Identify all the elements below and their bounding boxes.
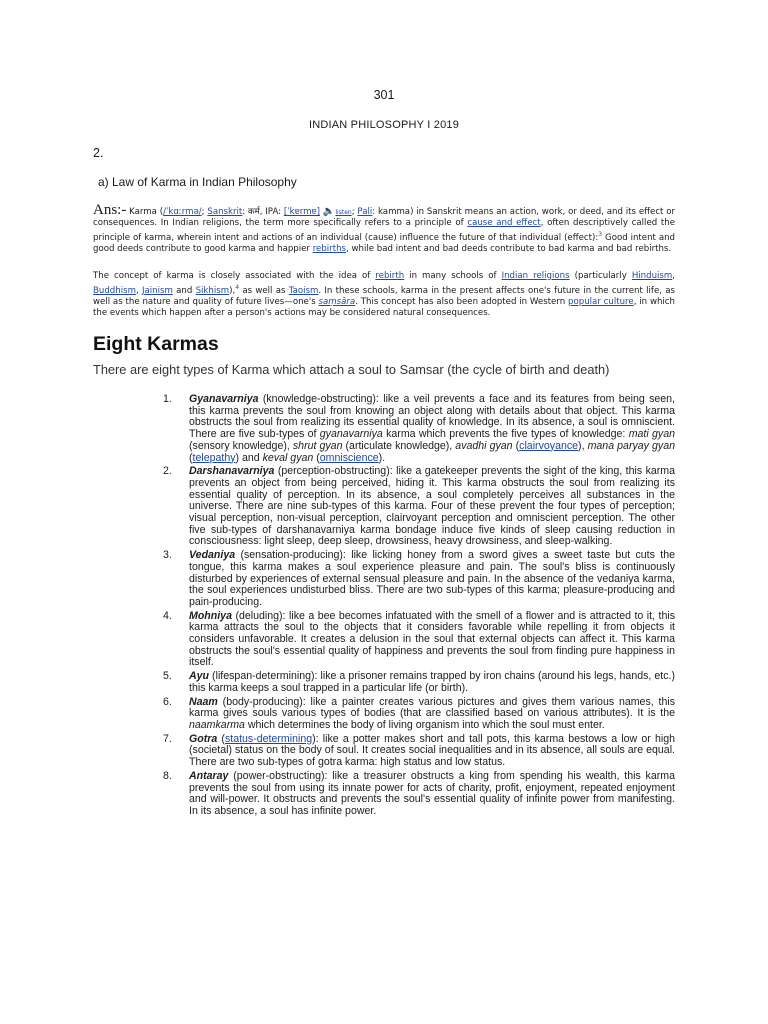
link-indian-religions[interactable]: Indian religions <box>501 271 570 281</box>
list-item: 4. Mohniya (deluding): like a bee becomes infatuated with the smell of a flower and is attracted to it, this karma attracts the soul to the objects that it considers favorable while repelling it from objects it considers unfavorable. It creates a delusion in the soul that external objects can affect it. This karma obstructs the soul's essential quality of happiness and prevents the soul from finding pure happiness in itself. <box>163 609 675 669</box>
karma-name: Antaray <box>189 769 229 782</box>
karma-name: Darshanavarniya <box>189 465 275 478</box>
link-sikhism[interactable]: Sikhism <box>195 285 230 296</box>
link-ipa[interactable]: /ˈkɑːrmə/ <box>163 207 202 217</box>
list-number: 5. <box>163 670 172 683</box>
link-status-determining[interactable]: status-determining <box>224 732 313 745</box>
list-item: 7. Gotra (status-determining): like a potter makes short and tall pots, this karma bestows a low or high (societal) status on the body of soul. It creates social inequalities and in its absence, all souls are equal. There are two sub-types of gotra karma: high status and low status. <box>163 732 675 769</box>
footnote-ref[interactable]: 3 <box>598 231 603 238</box>
footnote-ref[interactable]: 4 <box>235 284 240 291</box>
list-number: 3. <box>163 549 172 562</box>
paragraph-karma-definition: Ans:- Karma (/ˈkɑːrmə/; Sanskrit: कर्म, IPA: [ˈkɐrmɐ] 🔈listen; Pali: kamma) in Sanskrit means an action, work, or deed, and its effect or consequences. In Indian religions, the term more specifically refers to a principle of cause and effect, often descriptively called the principle of karma, wherein intent and actions of an individual (cause) influence the future of that individual (effect):$^3$ Good intent and good deeds contribute to good karma and happier rebirths, while bad intent and bad deeds contribute to bad karma and bad rebirths. <box>93 202 676 254</box>
link-samsara[interactable]: saṃsāra <box>318 296 356 307</box>
list-number: 8. <box>163 769 172 782</box>
list-item: 8. Antaray (power-obstructing): like a treasurer obstructs a king from spending his wealth, this karma prevents the soul from using its innate power for acts of charity, profit, enjoyment, repeated enjoyment and will-power. It obstructs and prevents the soul's essential quality of infinite power from manifesting. In its absence, a soul has infinite power. <box>163 769 675 817</box>
link-rebirths[interactable]: rebirths <box>312 243 346 254</box>
link-sanskrit[interactable]: Sanskrit <box>207 207 243 217</box>
karma-list <box>163 394 675 820</box>
section-heading: Eight Karmas <box>93 333 219 355</box>
list-item: 2. Darshanavarniya (perception-obstructing): like a gatekeeper prevents the sight of the king, this karma prevents an object from being perceived, hiding it. This karma obstructs the soul from realizing its essential quality of perception. In its absence, a soul completely perceives all substances in the universe. There are nine sub-types of this karma. Four of these prevent the four types of perception; visual perception, non-visual perception, clairvoyant perception and omniscient perception. The other five sub-types of darshanavarniya karma bondage induce five kinds of sleep causing reduction in consciousness: light sleep, deep sleep, drowsiness, heavy drowsiness, and sleep-walking. <box>163 465 675 548</box>
link-popular-culture[interactable]: popular culture <box>568 296 634 307</box>
link-listen[interactable]: listen <box>335 209 352 216</box>
list-item: 6. Naam (body-producing): like a painter creates various pictures and gives them various names, this karma gives souls various types of bodies (that are classified based on various attributes). It is the naamkarma which determines the body of living organism into which the soul must enter. <box>163 695 675 731</box>
section-intro: There are eight types of Karma which attach a soul to Samsar (the cycle of birth and death) <box>93 362 610 377</box>
list-number: 7. <box>163 732 172 745</box>
link-taoism[interactable]: Taoism <box>288 285 319 296</box>
link-rebirth[interactable]: rebirth <box>375 271 405 281</box>
link-omniscience[interactable]: omniscience <box>319 451 379 464</box>
link-clairvoyance[interactable]: clairvoyance <box>519 439 579 452</box>
list-number: 4. <box>163 609 172 622</box>
page-number: 301 <box>373 88 395 102</box>
link-buddhism[interactable]: Buddhism <box>93 285 136 296</box>
link-hinduism[interactable]: Hinduism <box>631 271 673 281</box>
answer-label: Ans:- <box>93 202 127 218</box>
karma-name: Gotra <box>189 732 218 745</box>
list-item: 5. Ayu (lifespan-determining): like a prisoner remains trapped by iron chains (around his legs, hands, etc.) this karma keeps a soul trapped in a particular life (or birth). <box>163 670 675 694</box>
question-number: 2. <box>93 146 104 160</box>
link-ipa-sanskrit[interactable]: [ˈkɐrmɐ] <box>283 207 321 217</box>
list-item: 3. Vedaniya (sensation-producing): like licking honey from a sword gives a sweet taste but cuts the tongue, this karma makes a soul experience pleasure and pain. The soul's bliss is continuously disturbed by experiences of external sensual pleasure and pain. In the absence of the vedaniya karma, the soul experiences undisturbed bliss. There are two sub-types of this karma; pleasure-producing and pain-producing. <box>163 549 675 608</box>
karma-name: Vedaniya <box>189 549 236 562</box>
document-title: INDIAN PHILOSOPHY I 2019 <box>308 119 460 131</box>
karma-name: Ayu <box>189 670 210 683</box>
list-number: 1. <box>163 393 172 405</box>
link-telepathy[interactable]: telepathy <box>192 451 236 464</box>
subheading: a) Law of Karma in Indian Philosophy <box>98 175 297 189</box>
list-number: 2. <box>163 465 172 478</box>
karma-name: Mohniya <box>189 609 232 622</box>
link-cause-and-effect[interactable]: cause and effect <box>467 218 541 228</box>
paragraph-karma-concept: The concept of karma is closely associated with the idea of rebirth in many schools of Indian religions (particularly Hinduism, Buddhism, Jainism and Sikhism),$^4$ as well as Taoism. In these schools, karma in the present affects one's future in the current life, as well as the nature and quality of future lives—one's saṃsāra. This concept has also been adopted in Western popular culture, in which the events which happen after a person's actions may be considered natural consequences. <box>93 271 676 318</box>
link-jainism[interactable]: Jainism <box>141 285 173 296</box>
list-number: 6. <box>163 695 172 708</box>
speaker-icon[interactable]: 🔈 <box>322 206 336 217</box>
link-pali[interactable]: Pali <box>357 207 373 217</box>
karma-name: Gyanavarniya <box>189 393 259 405</box>
karma-name: Naam <box>189 695 218 708</box>
list-item: 1. Gyanavarniya (knowledge-obstructing): like a veil prevents a face and its features from being seen, this karma prevents the soul from knowing an object along with details about that object. This karma obstructs the soul from realizing its essential quality of knowledge. In its absence, a soul is omniscient. There are five sub-types of gyanavarniya karma which prevents the five types of knowledge: mati gyan (sensory knowledge), shrut gyan (articulate knowledge), avadhi gyan (clairvoyance), mana paryay gyan (telepathy) and keval gyan (omniscience). <box>163 393 675 464</box>
